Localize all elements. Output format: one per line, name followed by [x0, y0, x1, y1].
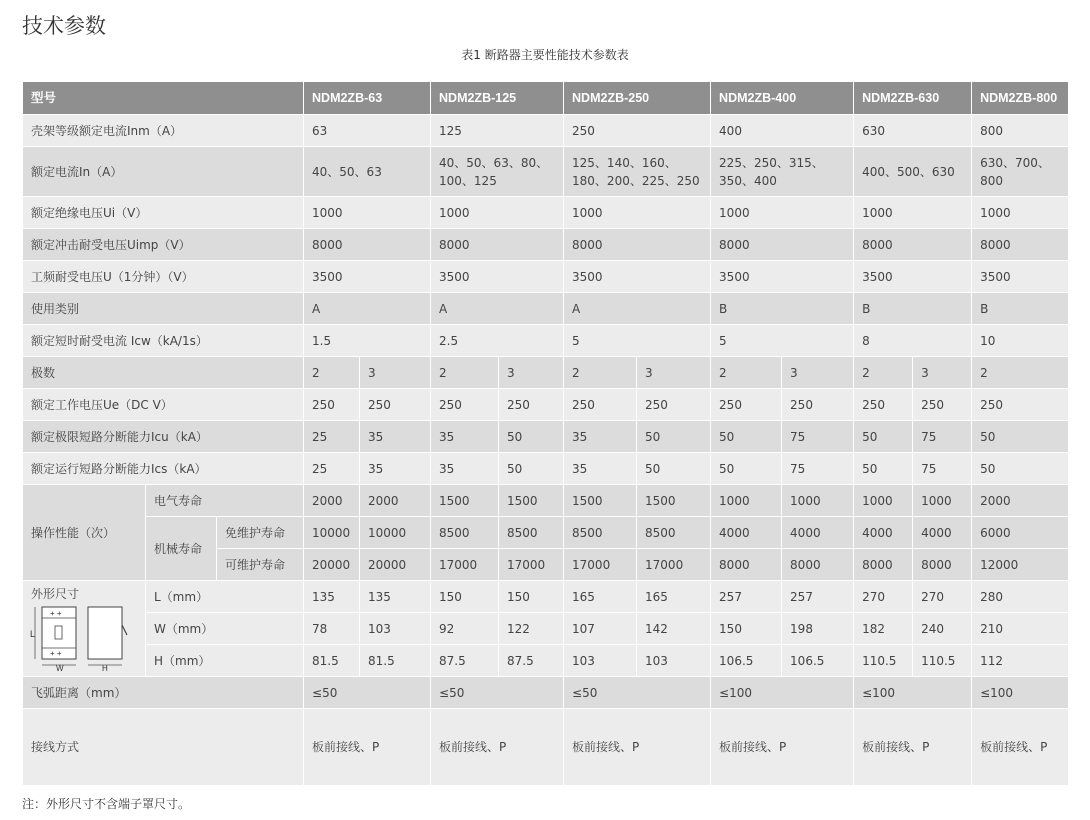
cell: 5	[564, 325, 711, 357]
cell: 257	[711, 581, 782, 613]
sub-label: 机械寿命	[146, 517, 217, 581]
cell: ≤100	[972, 677, 1069, 709]
cell: 1000	[431, 197, 564, 229]
cell: 4000	[854, 517, 913, 549]
cell: 257	[782, 581, 854, 613]
terminal-mark-bottom: + +	[50, 649, 62, 658]
cell: 1000	[711, 485, 782, 517]
cell: 110.5	[913, 645, 972, 677]
table-row	[23, 581, 1069, 613]
cell: 75	[782, 421, 854, 453]
cell: 103	[564, 645, 637, 677]
cell: 250	[782, 389, 854, 421]
cell: 87.5	[499, 645, 564, 677]
cell: ≤100	[711, 677, 854, 709]
cell: 8000	[304, 229, 431, 261]
cell: 35	[431, 453, 499, 485]
cell: 17000	[637, 549, 711, 581]
row-label: 额定电流In（A）	[23, 147, 304, 197]
row-label: 额定极限短路分断能力Icu（kA）	[23, 421, 304, 453]
cell: 250	[972, 389, 1069, 421]
cell: 250	[854, 389, 913, 421]
header-model: NDM2ZB-400	[711, 82, 854, 115]
cell: 2	[564, 357, 637, 389]
cell: 225、250、315、350、400	[711, 147, 854, 197]
cell: 3500	[304, 261, 431, 293]
cell: 165	[637, 581, 711, 613]
cell: 198	[782, 613, 854, 645]
cell: 800	[972, 115, 1069, 147]
cell: 8000	[431, 229, 564, 261]
cell: 250	[711, 389, 782, 421]
cell: 10000	[360, 517, 431, 549]
sub-label: 可维护寿命	[217, 549, 304, 581]
cell: 630、700、800	[972, 147, 1069, 197]
cell: 106.5	[711, 645, 782, 677]
cell: 板前接线、P	[431, 709, 564, 786]
cell: 1500	[431, 485, 499, 517]
cell: 4000	[782, 517, 854, 549]
cell: 125	[431, 115, 564, 147]
cell: 1500	[637, 485, 711, 517]
cell: 3	[499, 357, 564, 389]
cell: 10000	[304, 517, 360, 549]
cell: 103	[360, 613, 431, 645]
cell: 50	[972, 453, 1069, 485]
cell: 8500	[637, 517, 711, 549]
cell: 8000	[711, 549, 782, 581]
sub-label: L（mm）	[146, 581, 304, 613]
table-row	[23, 453, 1069, 485]
table-header-row	[23, 82, 1069, 115]
row-label: 接线方式	[23, 709, 304, 786]
row-label: 壳架等级额定电流Inm（A）	[23, 115, 304, 147]
cell: 1000	[564, 197, 711, 229]
cell: 630	[854, 115, 972, 147]
cell: 板前接线、P	[972, 709, 1069, 786]
cell: 8000	[711, 229, 854, 261]
cell: 1500	[564, 485, 637, 517]
cell: 112	[972, 645, 1069, 677]
cell: 250	[499, 389, 564, 421]
cell: 35	[360, 453, 431, 485]
table-row	[23, 709, 1069, 786]
cell: 2	[431, 357, 499, 389]
cell: ≤50	[304, 677, 431, 709]
h-mark: H	[102, 664, 108, 671]
cell: 3500	[711, 261, 854, 293]
cell: ≤100	[854, 677, 972, 709]
cell: 3500	[854, 261, 972, 293]
table-row	[23, 147, 1069, 197]
cell: 280	[972, 581, 1069, 613]
cell: ≤50	[564, 677, 711, 709]
cell: 25	[304, 421, 360, 453]
cell: 25	[304, 453, 360, 485]
cell: 165	[564, 581, 637, 613]
cell: 2	[972, 357, 1069, 389]
cell: 4000	[711, 517, 782, 549]
cell: 1000	[913, 485, 972, 517]
cell: A	[304, 293, 431, 325]
cell: 50	[637, 421, 711, 453]
cell: B	[972, 293, 1069, 325]
cell: 81.5	[304, 645, 360, 677]
cell: 板前接线、P	[854, 709, 972, 786]
cell: 250	[431, 389, 499, 421]
cell: 1000	[304, 197, 431, 229]
cell: 50	[499, 421, 564, 453]
cell: 2	[854, 357, 913, 389]
terminal-mark-top: + +	[50, 609, 62, 618]
cell: 110.5	[854, 645, 913, 677]
cell: 50	[854, 421, 913, 453]
cell: 板前接线、P	[304, 709, 431, 786]
cell: 8500	[499, 517, 564, 549]
cell: 270	[854, 581, 913, 613]
cell: 2.5	[431, 325, 564, 357]
cell: 8500	[564, 517, 637, 549]
cell: 2	[304, 357, 360, 389]
table-row	[23, 325, 1069, 357]
cell: 3500	[564, 261, 711, 293]
cell: 板前接线、P	[711, 709, 854, 786]
cell: 92	[431, 613, 499, 645]
cell: 1000	[972, 197, 1069, 229]
table-row	[23, 421, 1069, 453]
header-model: NDM2ZB-800	[972, 82, 1069, 115]
table-row	[23, 389, 1069, 421]
cell: 250	[637, 389, 711, 421]
table-row	[23, 229, 1069, 261]
cell: 400	[711, 115, 854, 147]
row-label: 额定冲击耐受电压Uimp（V）	[23, 229, 304, 261]
row-label: 额定绝缘电压Ui（V）	[23, 197, 304, 229]
cell: 1000	[711, 197, 854, 229]
cell: 122	[499, 613, 564, 645]
cell: 35	[564, 421, 637, 453]
row-label: 额定运行短路分断能力Ics（kA）	[23, 453, 304, 485]
cell: 50	[711, 421, 782, 453]
dimension-label-cell	[23, 581, 146, 677]
cell: 150	[711, 613, 782, 645]
cell: 板前接线、P	[564, 709, 711, 786]
cell: 2000	[304, 485, 360, 517]
cell: 5	[711, 325, 854, 357]
cell: 142	[637, 613, 711, 645]
cell: 78	[304, 613, 360, 645]
table-row	[23, 613, 1069, 645]
l-mark: L	[30, 629, 36, 639]
cell: 135	[360, 581, 431, 613]
cell: 107	[564, 613, 637, 645]
cell: 35	[431, 421, 499, 453]
cell: 40、50、63	[304, 147, 431, 197]
cell: 1000	[854, 197, 972, 229]
cell: 3500	[972, 261, 1069, 293]
table-row	[23, 357, 1069, 389]
cell: 6000	[972, 517, 1069, 549]
table-row	[23, 677, 1069, 709]
table-row	[23, 261, 1069, 293]
cell: 3	[637, 357, 711, 389]
cell: 8000	[854, 229, 972, 261]
cell: 17000	[499, 549, 564, 581]
cell: 3500	[431, 261, 564, 293]
sub-label: H（mm）	[146, 645, 304, 677]
cell: 250	[304, 389, 360, 421]
table-row	[23, 115, 1069, 147]
cell: 20000	[304, 549, 360, 581]
sub-label: W（mm）	[146, 613, 304, 645]
page-title: 技术参数	[22, 14, 106, 38]
cell: 8000	[564, 229, 711, 261]
cell: 150	[431, 581, 499, 613]
cell: 12000	[972, 549, 1069, 581]
cell: 400、500、630	[854, 147, 972, 197]
cell: 50	[972, 421, 1069, 453]
header-model: NDM2ZB-63	[304, 82, 431, 115]
w-mark: W	[56, 664, 64, 671]
cell: 2000	[972, 485, 1069, 517]
cell: 1000	[854, 485, 913, 517]
header-model: NDM2ZB-250	[564, 82, 711, 115]
row-label: 额定短时耐受电流 Icw（kA/1s）	[23, 325, 304, 357]
cell: 103	[637, 645, 711, 677]
cell: 182	[854, 613, 913, 645]
cell: 8500	[431, 517, 499, 549]
cell: 250	[564, 115, 711, 147]
cell: 20000	[360, 549, 431, 581]
cell: 10	[972, 325, 1069, 357]
row-label: 外形尺寸	[31, 587, 80, 601]
table-row	[23, 645, 1069, 677]
cell: 8	[854, 325, 972, 357]
cell: 2	[711, 357, 782, 389]
cell: 81.5	[360, 645, 431, 677]
table-row	[23, 293, 1069, 325]
cell: 1500	[499, 485, 564, 517]
cell: 4000	[913, 517, 972, 549]
cell: 17000	[564, 549, 637, 581]
cell: 250	[913, 389, 972, 421]
cell: 8000	[913, 549, 972, 581]
row-label: 极数	[23, 357, 304, 389]
cell: 250	[360, 389, 431, 421]
row-label: 操作性能（次）	[23, 485, 146, 581]
cell: A	[431, 293, 564, 325]
cell: 150	[499, 581, 564, 613]
table-caption: 表1 断路器主要性能技术参数表	[461, 48, 629, 62]
cell: B	[854, 293, 972, 325]
cell: 270	[913, 581, 972, 613]
header-label: 型号	[23, 82, 304, 115]
cell: 3	[913, 357, 972, 389]
cell: 240	[913, 613, 972, 645]
cell: 50	[854, 453, 913, 485]
cell: 106.5	[782, 645, 854, 677]
cell: 1000	[782, 485, 854, 517]
table-row	[23, 517, 1069, 549]
cell: 17000	[431, 549, 499, 581]
cell: 135	[304, 581, 360, 613]
cell: 75	[913, 453, 972, 485]
table-row	[23, 197, 1069, 229]
cell: 87.5	[431, 645, 499, 677]
cell: 3	[782, 357, 854, 389]
cell: 75	[913, 421, 972, 453]
cell: 35	[564, 453, 637, 485]
table-row	[23, 485, 1069, 517]
sub-label: 免维护寿命	[217, 517, 304, 549]
cell: A	[564, 293, 711, 325]
header-model: NDM2ZB-125	[431, 82, 564, 115]
cell: 8000	[972, 229, 1069, 261]
row-label: 使用类别	[23, 293, 304, 325]
cell: ≤50	[431, 677, 564, 709]
cell: 35	[360, 421, 431, 453]
cell: 8000	[782, 549, 854, 581]
cell: 210	[972, 613, 1069, 645]
row-label: 工频耐受电压U（1分钟）（V）	[23, 261, 304, 293]
sub-label: 电气寿命	[146, 485, 304, 517]
cell: 1.5	[304, 325, 431, 357]
cell: 125、140、160、180、200、225、250	[564, 147, 711, 197]
header-model: NDM2ZB-630	[854, 82, 972, 115]
cell: 50	[711, 453, 782, 485]
breaker-dimension-diagram	[29, 605, 129, 671]
cell: 3	[360, 357, 431, 389]
cell: 250	[564, 389, 637, 421]
cell: 63	[304, 115, 431, 147]
row-label: 额定工作电压Ue（DC V）	[23, 389, 304, 421]
spec-table	[22, 81, 1069, 786]
footnote: 注：外形尺寸不含端子罩尺寸。	[22, 797, 191, 811]
cell: 2000	[360, 485, 431, 517]
cell: B	[711, 293, 854, 325]
cell: 75	[782, 453, 854, 485]
cell: 50	[499, 453, 564, 485]
cell: 8000	[854, 549, 913, 581]
row-label: 飞弧距离（mm）	[23, 677, 304, 709]
cell: 40、50、63、80、100、125	[431, 147, 564, 197]
cell: 50	[637, 453, 711, 485]
